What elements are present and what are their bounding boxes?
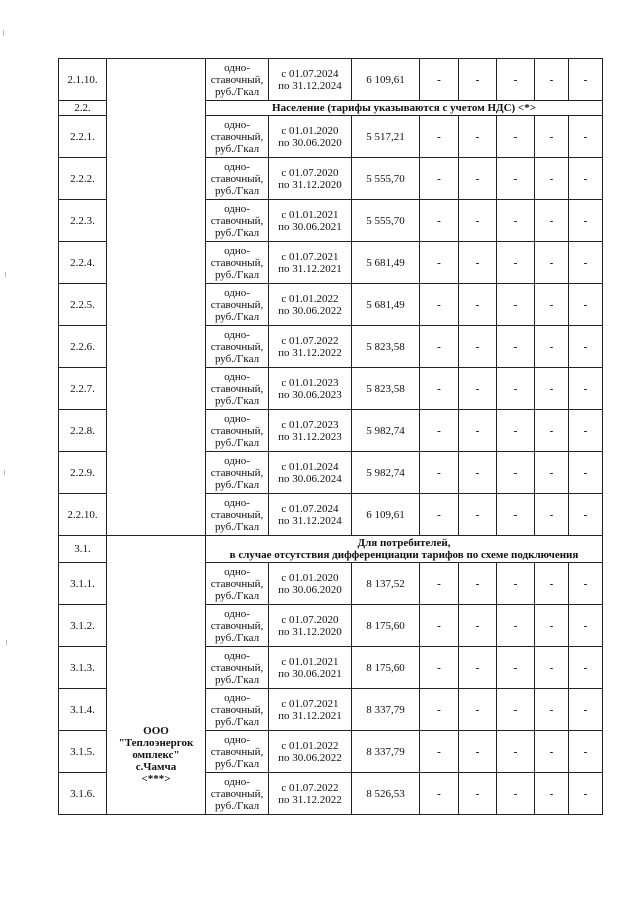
tariff-type-line: одно- <box>224 496 250 509</box>
tariff-type-line: одно- <box>224 370 250 383</box>
table-row <box>59 59 603 101</box>
tariff-type-line: ставочный, <box>210 466 264 479</box>
tariff-type-line: ставочный, <box>210 214 264 227</box>
tariff-type-line: одно- <box>224 412 250 425</box>
tariff-type-line: руб./Гкал <box>214 436 260 449</box>
empty-value-dash: - <box>569 368 603 410</box>
tariff-type-line: руб./Гкал <box>214 352 260 365</box>
empty-value-dash: - <box>569 689 603 731</box>
tariff-period <box>269 116 352 158</box>
tariff-period-line: с 01.07.2022 <box>281 334 339 347</box>
tariff-value: 5 517,21 <box>352 116 420 158</box>
empty-value-dash: - <box>497 605 535 647</box>
tariff-type <box>206 410 269 452</box>
empty-value-dash: - <box>497 242 535 284</box>
tariff-type-line: одно- <box>224 286 250 299</box>
tariff-period <box>269 158 352 200</box>
empty-value-dash: - <box>569 158 603 200</box>
organization-cell <box>107 536 206 815</box>
empty-value-dash: - <box>569 647 603 689</box>
tariff-period <box>269 647 352 689</box>
empty-value-dash: - <box>420 59 459 101</box>
tariff-period <box>269 494 352 536</box>
tariff-period-line: по 30.06.2020 <box>278 583 342 596</box>
tariff-period-line: с 01.01.2024 <box>281 460 339 473</box>
tariff-value: 8 337,79 <box>352 731 420 773</box>
tariff-period-line: с 01.07.2020 <box>281 613 339 626</box>
tariff-type-line: руб./Гкал <box>214 673 260 686</box>
empty-value-dash: - <box>497 410 535 452</box>
tariff-period-line: по 30.06.2021 <box>278 667 342 680</box>
empty-value-dash: - <box>497 773 535 815</box>
tariff-type <box>206 452 269 494</box>
tariff-value: 5 823,58 <box>352 368 420 410</box>
empty-value-dash: - <box>569 242 603 284</box>
row-number: 2.2.6. <box>59 326 107 368</box>
empty-value-dash: - <box>569 494 603 536</box>
empty-value-dash: - <box>420 368 459 410</box>
organization-cell-empty <box>107 59 206 536</box>
tariff-type-line: ставочный, <box>210 73 264 86</box>
tariff-type-line: одно- <box>224 607 250 620</box>
tariff-period-line: по 31.12.2022 <box>278 793 342 806</box>
tariff-period-line: с 01.01.2021 <box>281 208 339 221</box>
row-number: 3.1.2. <box>59 605 107 647</box>
tariff-type-line: ставочный, <box>210 577 264 590</box>
scan-mark <box>6 640 7 645</box>
empty-value-dash: - <box>420 284 459 326</box>
empty-value-dash: - <box>420 494 459 536</box>
section-title <box>206 536 603 563</box>
tariff-type-line: одно- <box>224 61 250 74</box>
tariff-type-line: одно- <box>224 118 250 131</box>
tariff-type-line: руб./Гкал <box>214 226 260 239</box>
tariff-type-line: ставочный, <box>210 787 264 800</box>
tariff-period-line: по 30.06.2024 <box>278 472 342 485</box>
tariff-value: 5 681,49 <box>352 242 420 284</box>
tariff-value: 8 137,52 <box>352 563 420 605</box>
tariff-period-line: с 01.01.2022 <box>281 292 339 305</box>
tariff-value: 8 175,60 <box>352 605 420 647</box>
tariff-type-line: одно- <box>224 328 250 341</box>
row-number: 2.2.3. <box>59 200 107 242</box>
empty-value-dash: - <box>497 647 535 689</box>
empty-value-dash: - <box>459 368 497 410</box>
tariff-type-line: руб./Гкал <box>214 478 260 491</box>
empty-value-dash: - <box>535 59 569 101</box>
empty-value-dash: - <box>459 494 497 536</box>
empty-value-dash: - <box>535 605 569 647</box>
tariff-type-line: руб./Гкал <box>214 757 260 770</box>
tariff-period <box>269 689 352 731</box>
organization-line: с.Чамча <box>135 761 177 773</box>
empty-value-dash: - <box>459 158 497 200</box>
empty-value-dash: - <box>569 326 603 368</box>
empty-value-dash: - <box>459 284 497 326</box>
tariff-type-line: ставочный, <box>210 424 264 437</box>
empty-value-dash: - <box>497 158 535 200</box>
tariff-period <box>269 59 352 101</box>
empty-value-dash: - <box>459 410 497 452</box>
empty-value-dash: - <box>459 563 497 605</box>
empty-value-dash: - <box>535 326 569 368</box>
organization-line: омплекс" <box>132 749 180 761</box>
tariff-value: 5 555,70 <box>352 158 420 200</box>
row-number: 3.1.6. <box>59 773 107 815</box>
organization-line: ООО <box>143 725 169 737</box>
empty-value-dash: - <box>497 59 535 101</box>
empty-value-dash: - <box>497 326 535 368</box>
tariff-period-line: по 31.12.2024 <box>278 514 342 527</box>
tariff-value: 8 337,79 <box>352 689 420 731</box>
tariff-type <box>206 605 269 647</box>
tariff-value: 5 555,70 <box>352 200 420 242</box>
row-number: 2.2. <box>59 101 107 116</box>
empty-value-dash: - <box>569 410 603 452</box>
tariff-type-line: руб./Гкал <box>214 394 260 407</box>
row-number: 2.2.7. <box>59 368 107 410</box>
row-number: 3.1. <box>59 536 107 563</box>
tariff-period <box>269 410 352 452</box>
tariff-type-line: ставочный, <box>210 619 264 632</box>
tariff-period <box>269 452 352 494</box>
tariff-type <box>206 773 269 815</box>
tariff-type-line: руб./Гкал <box>214 310 260 323</box>
empty-value-dash: - <box>459 116 497 158</box>
tariff-period <box>269 200 352 242</box>
empty-value-dash: - <box>420 200 459 242</box>
tariff-type-line: руб./Гкал <box>214 184 260 197</box>
tariff-type <box>206 116 269 158</box>
tariff-type-line: одно- <box>224 244 250 257</box>
tariff-type-line: руб./Гкал <box>214 631 260 644</box>
empty-value-dash: - <box>569 605 603 647</box>
row-number: 2.2.1. <box>59 116 107 158</box>
empty-value-dash: - <box>459 326 497 368</box>
tariff-type-line: одно- <box>224 691 250 704</box>
tariff-period-line: по 31.12.2021 <box>278 709 342 722</box>
empty-value-dash: - <box>535 452 569 494</box>
tariff-type-line: ставочный, <box>210 745 264 758</box>
empty-value-dash: - <box>535 116 569 158</box>
tariff-type-line: ставочный, <box>210 382 264 395</box>
tariff-type-line: ставочный, <box>210 130 264 143</box>
empty-value-dash: - <box>569 200 603 242</box>
tariff-period-line: с 01.01.2022 <box>281 739 339 752</box>
tariff-type-line: руб./Гкал <box>214 520 260 533</box>
tariff-type-line: руб./Гкал <box>214 268 260 281</box>
empty-value-dash: - <box>459 689 497 731</box>
tariff-type <box>206 242 269 284</box>
tariff-period <box>269 773 352 815</box>
tariff-value: 5 681,49 <box>352 284 420 326</box>
empty-value-dash: - <box>459 242 497 284</box>
row-number: 2.2.5. <box>59 284 107 326</box>
tariff-type <box>206 59 269 101</box>
tariff-period <box>269 605 352 647</box>
tariff-type <box>206 326 269 368</box>
tariff-type-line: одно- <box>224 454 250 467</box>
empty-value-dash: - <box>497 200 535 242</box>
empty-value-dash: - <box>459 452 497 494</box>
empty-value-dash: - <box>459 731 497 773</box>
tariff-type-line: ставочный, <box>210 298 264 311</box>
empty-value-dash: - <box>459 59 497 101</box>
tariff-type <box>206 284 269 326</box>
tariff-value: 8 526,53 <box>352 773 420 815</box>
tariff-period-line: по 30.06.2022 <box>278 751 342 764</box>
tariff-period-line: с 01.01.2020 <box>281 124 339 137</box>
empty-value-dash: - <box>420 605 459 647</box>
empty-value-dash: - <box>569 731 603 773</box>
tariff-period-line: по 30.06.2022 <box>278 304 342 317</box>
tariff-type-line: одно- <box>224 733 250 746</box>
tariff-period-line: по 31.12.2023 <box>278 430 342 443</box>
empty-value-dash: - <box>535 158 569 200</box>
tariff-type-line: ставочный, <box>210 661 264 674</box>
empty-value-dash: - <box>497 563 535 605</box>
tariff-period <box>269 242 352 284</box>
tariff-table <box>58 58 603 815</box>
scan-mark <box>5 272 6 277</box>
section-title-line: Для потребителей, <box>357 537 451 549</box>
tariff-type-line: ставочный, <box>210 256 264 269</box>
tariff-period <box>269 731 352 773</box>
tariff-period-line: по 30.06.2020 <box>278 136 342 149</box>
row-number: 3.1.1. <box>59 563 107 605</box>
scan-mark <box>4 470 5 475</box>
empty-value-dash: - <box>497 452 535 494</box>
section-title: Население (тарифы указываются с учетом НДС) <*> <box>206 101 603 116</box>
empty-value-dash: - <box>497 731 535 773</box>
tariff-period-line: с 01.07.2022 <box>281 781 339 794</box>
tariff-period <box>269 284 352 326</box>
tariff-type-line: руб./Гкал <box>214 715 260 728</box>
empty-value-dash: - <box>420 731 459 773</box>
empty-value-dash: - <box>535 689 569 731</box>
tariff-type-line: руб./Гкал <box>214 589 260 602</box>
section-row <box>59 536 603 563</box>
empty-value-dash: - <box>569 773 603 815</box>
tariff-type <box>206 647 269 689</box>
row-number: 2.2.10. <box>59 494 107 536</box>
tariff-period-line: по 31.12.2020 <box>278 178 342 191</box>
row-number: 3.1.5. <box>59 731 107 773</box>
row-number: 2.2.8. <box>59 410 107 452</box>
tariff-type-line: руб./Гкал <box>214 142 260 155</box>
tariff-value: 6 109,61 <box>352 59 420 101</box>
empty-value-dash: - <box>535 563 569 605</box>
tariff-type-line: руб./Гкал <box>214 85 260 98</box>
empty-value-dash: - <box>459 773 497 815</box>
tariff-type-line: ставочный, <box>210 508 264 521</box>
row-number: 2.2.9. <box>59 452 107 494</box>
tariff-period-line: с 01.07.2024 <box>281 67 339 80</box>
row-number: 2.1.10. <box>59 59 107 101</box>
empty-value-dash: - <box>569 452 603 494</box>
tariff-period-line: с 01.07.2023 <box>281 418 339 431</box>
tariff-type-line: одно- <box>224 565 250 578</box>
empty-value-dash: - <box>569 563 603 605</box>
empty-value-dash: - <box>535 242 569 284</box>
empty-value-dash: - <box>535 731 569 773</box>
tariff-type <box>206 731 269 773</box>
empty-value-dash: - <box>420 410 459 452</box>
tariff-period-line: по 30.06.2021 <box>278 220 342 233</box>
tariff-period <box>269 368 352 410</box>
tariff-type-line: одно- <box>224 160 250 173</box>
tariff-period-line: с 01.01.2023 <box>281 376 339 389</box>
empty-value-dash: - <box>535 773 569 815</box>
empty-value-dash: - <box>420 158 459 200</box>
empty-value-dash: - <box>535 494 569 536</box>
section-title-line: в случае отсутствия дифференциации тарифов по схеме подключения <box>229 549 579 561</box>
row-number: 3.1.4. <box>59 689 107 731</box>
empty-value-dash: - <box>535 200 569 242</box>
empty-value-dash: - <box>420 647 459 689</box>
scan-mark <box>3 30 4 36</box>
tariff-period-line: по 31.12.2024 <box>278 79 342 92</box>
tariff-type <box>206 689 269 731</box>
empty-value-dash: - <box>459 605 497 647</box>
tariff-type <box>206 158 269 200</box>
tariff-type-line: ставочный, <box>210 172 264 185</box>
empty-value-dash: - <box>569 284 603 326</box>
tariff-type-line: ставочный, <box>210 703 264 716</box>
empty-value-dash: - <box>497 494 535 536</box>
empty-value-dash: - <box>459 647 497 689</box>
empty-value-dash: - <box>535 368 569 410</box>
tariff-type <box>206 200 269 242</box>
empty-value-dash: - <box>420 326 459 368</box>
empty-value-dash: - <box>497 368 535 410</box>
tariff-type-line: одно- <box>224 649 250 662</box>
tariff-type <box>206 563 269 605</box>
tariff-period <box>269 563 352 605</box>
tariff-value: 8 175,60 <box>352 647 420 689</box>
empty-value-dash: - <box>535 647 569 689</box>
empty-value-dash: - <box>420 689 459 731</box>
empty-value-dash: - <box>569 116 603 158</box>
empty-value-dash: - <box>420 242 459 284</box>
empty-value-dash: - <box>497 116 535 158</box>
tariff-period <box>269 326 352 368</box>
tariff-value: 6 109,61 <box>352 494 420 536</box>
organization-line: <***> <box>141 773 171 785</box>
tariff-type <box>206 494 269 536</box>
empty-value-dash: - <box>497 689 535 731</box>
row-number: 2.2.4. <box>59 242 107 284</box>
tariff-period-line: с 01.07.2024 <box>281 502 339 515</box>
empty-value-dash: - <box>420 773 459 815</box>
tariff-type-line: одно- <box>224 775 250 788</box>
tariff-type-line: руб./Гкал <box>214 799 260 812</box>
tariff-period-line: с 01.07.2020 <box>281 166 339 179</box>
tariff-period-line: по 31.12.2021 <box>278 262 342 275</box>
tariff-period-line: по 31.12.2020 <box>278 625 342 638</box>
tariff-period-line: по 31.12.2022 <box>278 346 342 359</box>
row-number: 2.2.2. <box>59 158 107 200</box>
tariff-type <box>206 368 269 410</box>
tariff-period-line: с 01.01.2020 <box>281 571 339 584</box>
empty-value-dash: - <box>420 563 459 605</box>
empty-value-dash: - <box>420 452 459 494</box>
tariff-value: 5 823,58 <box>352 326 420 368</box>
tariff-type-line: одно- <box>224 202 250 215</box>
empty-value-dash: - <box>497 284 535 326</box>
tariff-period-line: с 01.01.2021 <box>281 655 339 668</box>
tariff-value: 5 982,74 <box>352 452 420 494</box>
tariff-period-line: с 01.07.2021 <box>281 250 339 263</box>
row-number: 3.1.3. <box>59 647 107 689</box>
tariff-type-line: ставочный, <box>210 340 264 353</box>
tariff-period-line: по 30.06.2023 <box>278 388 342 401</box>
empty-value-dash: - <box>535 410 569 452</box>
empty-value-dash: - <box>420 116 459 158</box>
empty-value-dash: - <box>569 59 603 101</box>
empty-value-dash: - <box>459 200 497 242</box>
tariff-period-line: с 01.07.2021 <box>281 697 339 710</box>
tariff-value: 5 982,74 <box>352 410 420 452</box>
empty-value-dash: - <box>535 284 569 326</box>
organization-line: "Теплоэнергок <box>118 737 194 749</box>
